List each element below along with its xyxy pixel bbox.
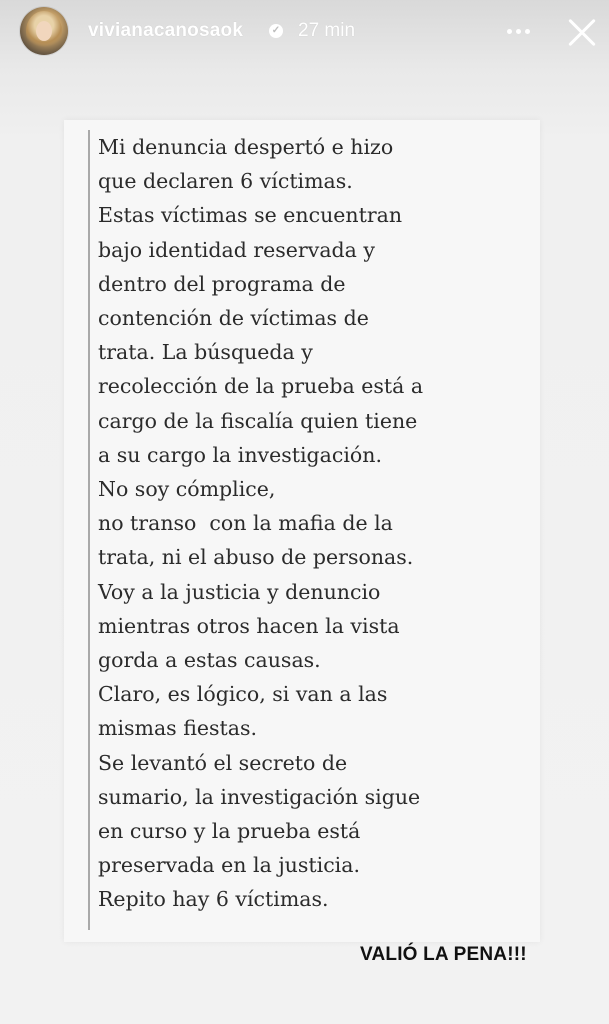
statement-line: gorda a estas causas. [98,648,321,673]
more-horizontal-icon [507,29,512,34]
username[interactable]: vivianacanosaok [88,20,244,41]
statement-line: trata. La búsqueda y [98,340,313,365]
statement-line: a su cargo la investigación. [98,442,382,467]
statement-line: Mi denuncia despertó e hizo [98,135,394,159]
avatar[interactable] [20,7,68,55]
statement-line: recolección de la prueba está a [98,374,424,399]
story-caption: VALIÓ LA PENA!!! [360,944,527,965]
more-options-button[interactable] [498,16,538,46]
close-icon[interactable] [562,12,602,52]
statement-line: en curso y la prueba está [98,819,361,844]
statement-line: preservada en la justicia. [98,853,360,878]
verified-badge-icon: ✓ [269,24,283,38]
margin-line [88,130,90,930]
statement-line: contención de víctimas de [98,306,369,331]
post-time: 27 min [298,20,356,41]
more-horizontal-icon [525,29,530,34]
statement-line: Estas víctimas se encuentran [98,203,403,228]
statement-line: Se levantó el secreto de [98,750,348,775]
statement-line: dentro del programa de [98,271,346,296]
statement-text [98,130,538,917]
statement-line: Claro, es lógico, si van a las [98,682,388,707]
statement-line: bajo identidad reservada y [98,237,375,262]
avatar-face [36,21,52,41]
more-horizontal-icon [516,29,521,34]
statement-line: mismas fiestas. [98,716,258,741]
statement-line: no transo con la mafia de la [98,511,393,536]
statement-line: mientras otros hacen la vista [98,613,400,638]
statement-line: No soy cómplice, [98,477,276,502]
statement-line: que declaren 6 víctimas. [98,169,353,194]
statement-line: Repito hay 6 víctimas. [98,887,329,912]
statement-line: Voy a la justicia y denuncio [98,579,381,604]
statement-line: trata, ni el abuso de personas. [98,545,414,570]
story-header [0,0,609,64]
statement-line: cargo de la fiscalía quien tiene [98,408,418,433]
statement-line: sumario, la investigación sigue [98,784,421,809]
